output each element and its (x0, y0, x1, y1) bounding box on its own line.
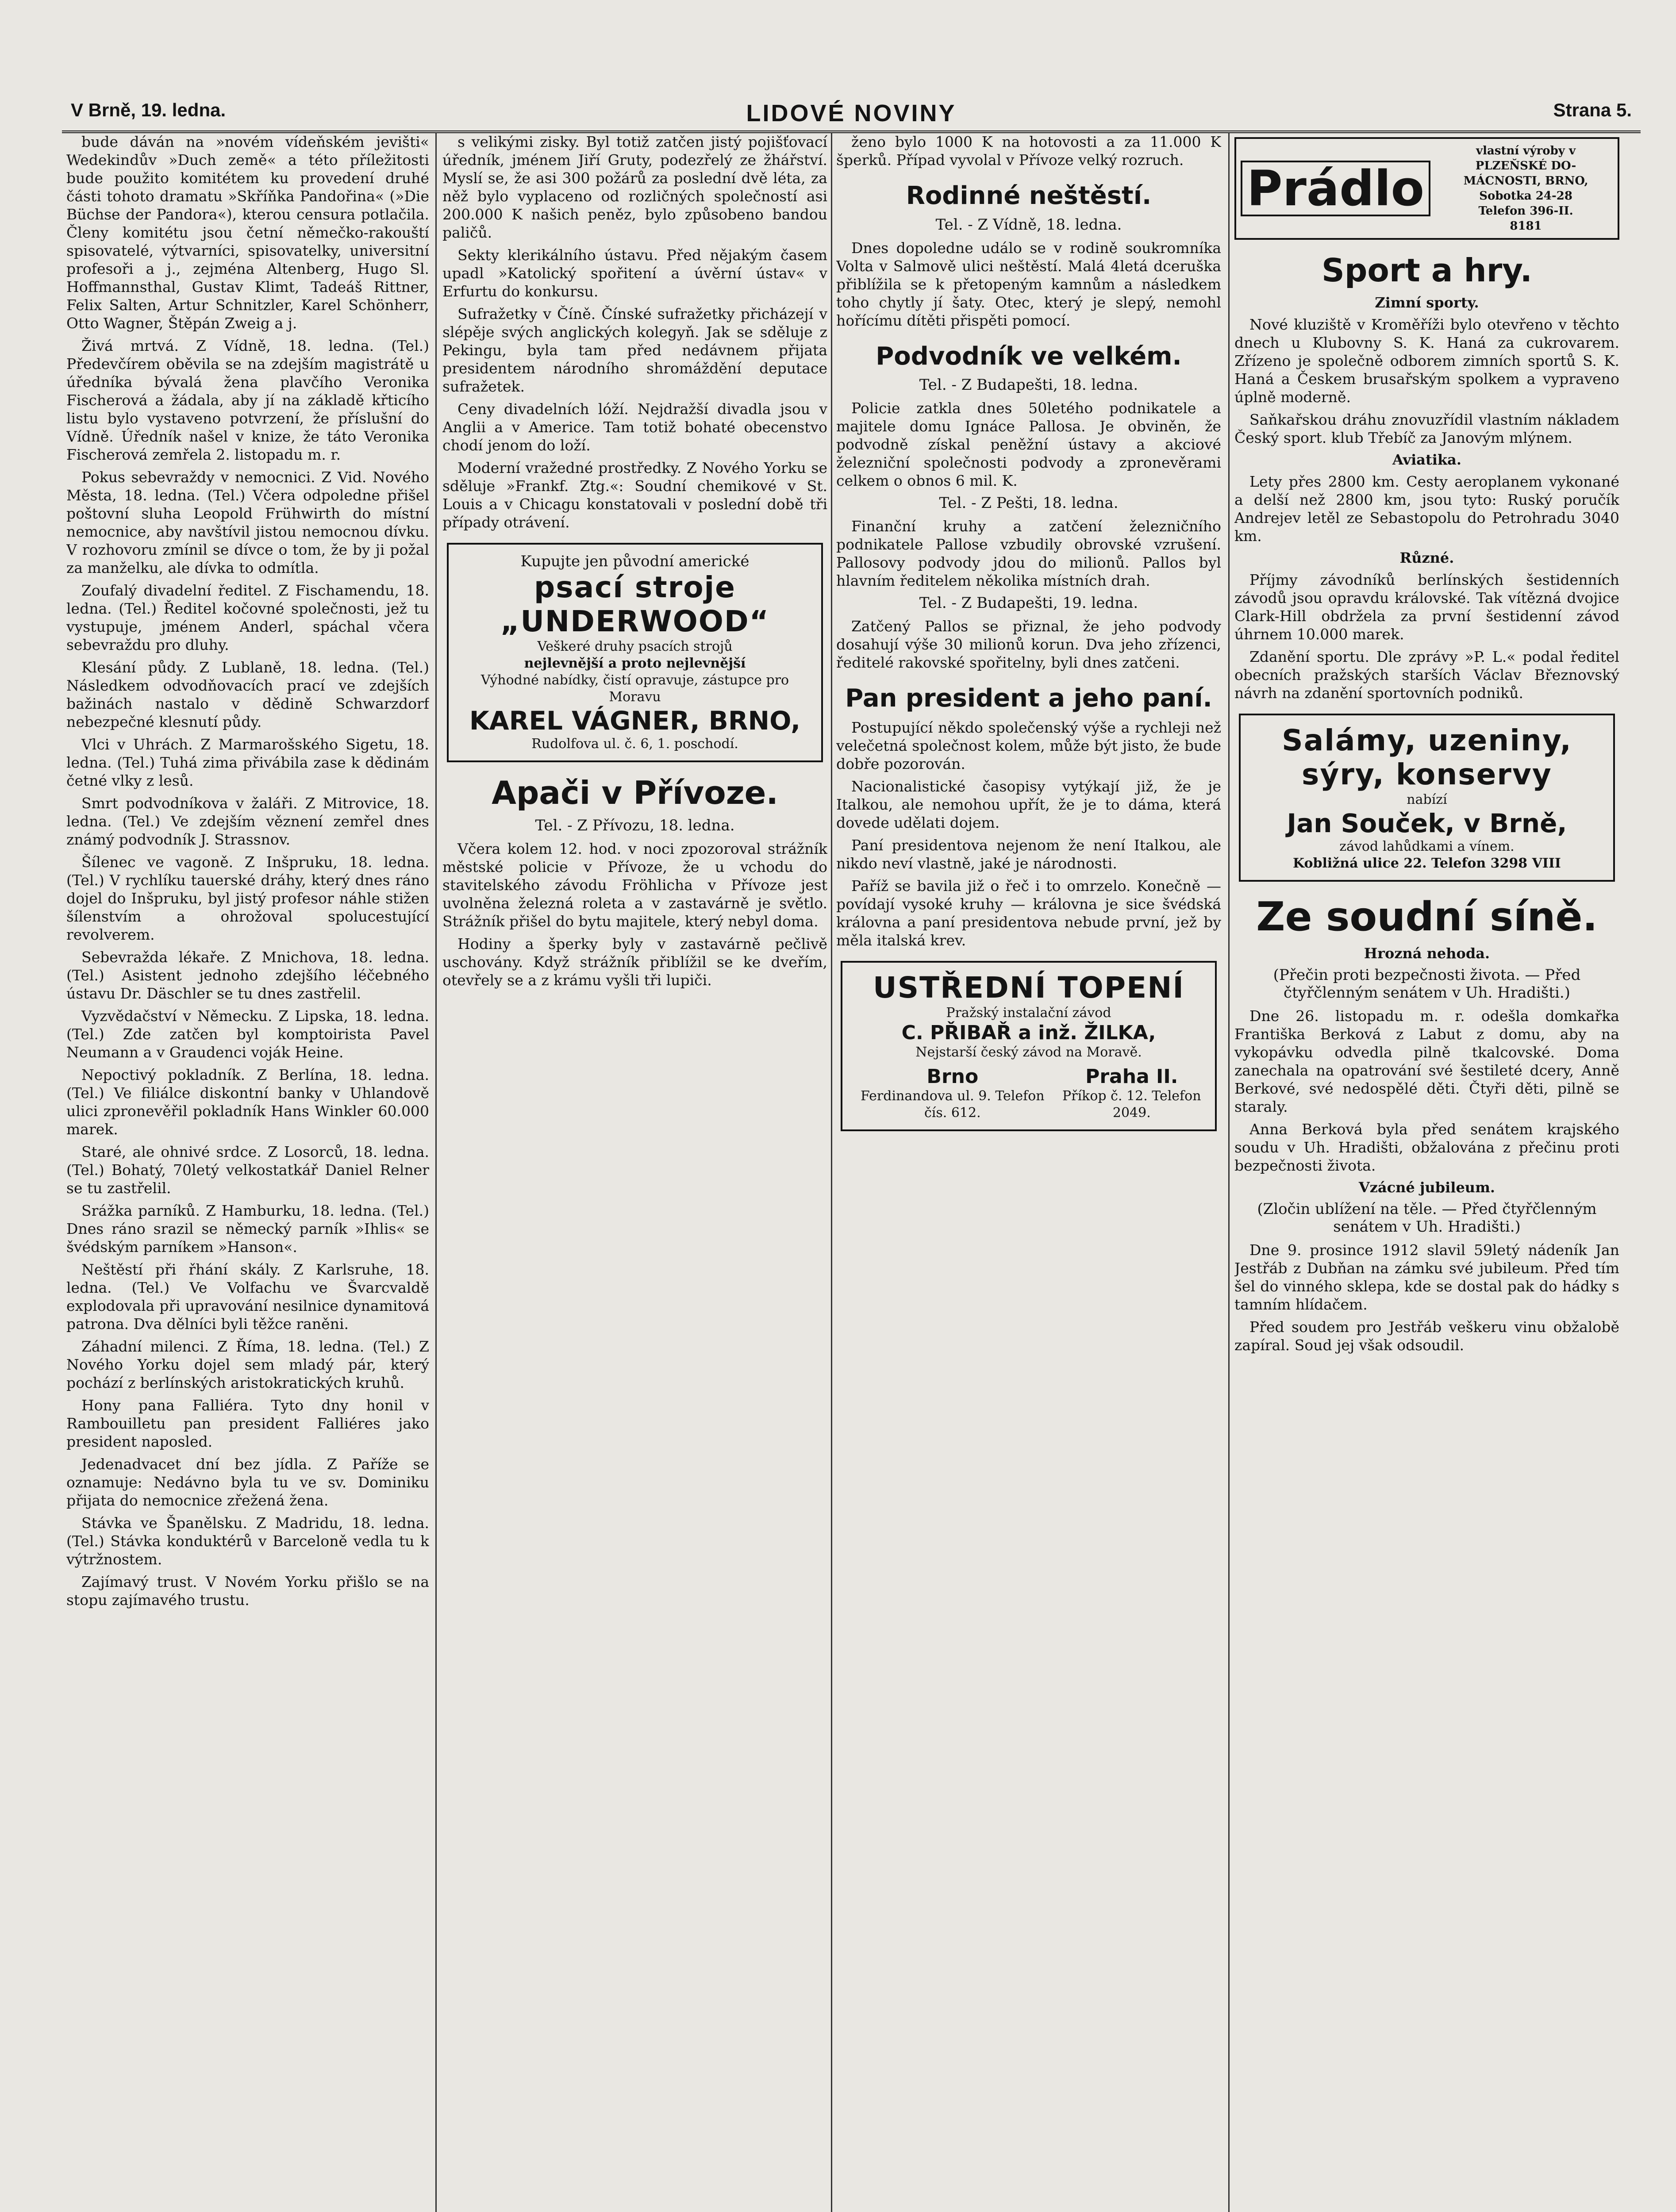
ad-headline: sýry, konservy (1302, 757, 1552, 792)
article-dateline: Tel. - Z Přívozu, 18. ledna. (535, 817, 735, 835)
masthead-title: LIDOVÉ NOVINY (746, 100, 957, 127)
column-4 (1234, 133, 1619, 2212)
subheading-note: (Přečin proti bezpečnosti života. — Před čtyřčlenným senátem v Uh. Hradišti.) (1273, 966, 1581, 1002)
paragraph: Neštěstí při řhání skály. Z Karlsruhe, 18. ledna. (Tel.) Ve Volfachu ve Švarcvaldě explodovala při upravování nesilnice dynamitová patrona. Dva dělníci byli těžce raněni. (66, 1261, 429, 1333)
pradlo-advertisement (1234, 137, 1619, 240)
paragraph: Nacionalistické časopisy vytýkají již, že je Italkou, ale nemohou upřít, že je to dáma, která dovede udělati dojem. (836, 777, 1221, 831)
paragraph: Hony pana Falliéra. Tyto dny honil v Rambouilletu pan president Falliéres jako president naposled. (66, 1397, 429, 1450)
ad-address: Kobližná ulice 22. Telefon 3298 VIII (1293, 856, 1561, 872)
ad-line: Veškeré druhy psacích strojů (537, 639, 733, 654)
ad-line: Telefon 396-II. (1478, 204, 1573, 218)
paragraph: Ceny divadelních lóží. Nejdražší divadla jsou v Anglii a v Americe. Tam totiž bohaté obecenstvo chodí jenom do loží. (442, 400, 827, 454)
ad-line: Výhodné nabídky, čistí opravuje, zástupce pro Moravu (481, 672, 789, 705)
ad-city: Praha II. (1085, 1065, 1178, 1088)
paragraph: Anna Berková byla před senátem krajského soudu v Uh. Hradišti, obžalována z přečinu proti bezpečnosti života. (1234, 1121, 1619, 1175)
ad-headline: psací stroje „UNDERWOOD“ (500, 570, 770, 638)
subheading-note: (Zločin ublížení na těle. — Před čtyřčlenným senátem v Uh. Hradišti.) (1257, 1200, 1597, 1236)
paragraph: Moderní vražedné prostředky. Z Nového Yorku se sděluje »Frankf. Ztg.«: Soudní chemikové v St. Louis a v Chicagu konstatovali v poslední době tři případy otrávení. (442, 459, 827, 531)
ad-line: 8181 (1510, 219, 1542, 233)
paragraph: Finanční kruhy a zatčení železničního podnikatele Pallose vzbudily obrovské vzrušení. Pallosovy podvody jdou do milionů. Pallos byl hlavním ředitelem několika místních drah. (836, 518, 1221, 590)
ad-line: Nejstarší český závod na Moravě. (915, 1044, 1142, 1060)
ad-line: Pražský instalační závod (946, 1005, 1111, 1021)
masthead (62, 100, 1641, 133)
paragraph: Vlci v Uhrách. Z Marmarošského Sigetu, 18. ledna. (Tel.) Tuhá zima přivábila zase k dědinám četné vlky z lesů. (66, 736, 429, 789)
ad-headline: Salámy, uzeniny, (1282, 723, 1572, 758)
paragraph: bude dáván na »novém vídeňském jevišti« Wedekindův »Duch země« a této příležitosti bude použito komitétem ku provedení druhé části tohoto dramatu »Skříňka Pandořina« (»Die Büchse der Pandora«), kterou censura potlačila. Členy komitétu jsou četní němečko-rakouští spisovatelé, výtvarníci, spisovatelky, universitní profesoři a j., zejména Altenberg, Hugo Sl. Hoffmannsthal, Gustav Klimt, Tadeáš Rittner, Felix Salten, Artur Schnitzler, Karel Schönherr, Otto Wagner, Štěpán Zweig a j. (66, 133, 429, 332)
paragraph: Vyzvědačství v Německu. Z Lipska, 18. ledna. (Tel.) Zde zatčen byl komptoirista Pavel Neumann a v Graudenci voják Heine. (66, 1007, 429, 1061)
paragraph: Saňkařskou dráhu znovuzřídil vlastním nákladem Český sport. klub Třebíč za Janovým mlýnem. (1234, 411, 1619, 447)
heating-advertisement (841, 961, 1217, 1131)
paragraph: Pokus sebevraždy v nemocnici. Z Vid. Nového Města, 18. ledna. (Tel.) Včera odpoledne přišel poštovní sluha Leopold Frühwirth do místní nemocnice, aby navštívil jistou nemocnou dívku. V rozhovoru zmínil se dívce o tom, že by ji požal za manželku, ale dívka to odmítla. (66, 469, 429, 576)
paragraph: Paní presidentova nejenom že není Italkou, ale nikdo neví vlastně, jaké je národnosti. (836, 836, 1221, 872)
ad-line: nejlevnější a proto nejlevnější (524, 656, 746, 671)
article-headline: Pan president a jeho paní. (845, 684, 1212, 713)
section-headline: Sport a hry. (1322, 252, 1532, 289)
masthead-date: V Brně, 19. ledna. (71, 100, 226, 120)
section-headline: Ze soudní síně. (1256, 894, 1598, 941)
column-rule (1228, 133, 1230, 2212)
paragraph: Zatčený Pallos se přiznal, že jeho podvody dosahují výše 30 milionů korun. Dva jeho zřízenci, ředitelé rakovské spořitelny, byli dnes zatčeni. (836, 618, 1221, 672)
delicatessen-advertisement (1239, 714, 1615, 882)
subheading: Zimní sporty. (1375, 294, 1479, 311)
article-dateline: Tel. - Z Budapešti, 18. ledna. (919, 376, 1138, 394)
ad-line: vlastní výroby v PLZEŇSKÉ DO- (1475, 144, 1576, 173)
article-headline: Apači v Přívoze. (492, 774, 778, 811)
ad-line: MÁCNOSTI, BRNO, Sobotka 24-28 (1463, 174, 1588, 203)
ad-brand: Jan Souček, v Brně, (1287, 808, 1567, 839)
column-rule (831, 133, 832, 2212)
article-headline: Podvodník ve velkém. (876, 342, 1182, 371)
ad-headline: Prádlo (1241, 161, 1430, 216)
article-dateline: Tel. - Z Vídně, 18. ledna. (935, 215, 1122, 234)
ad-address: Příkop č. 12. Telefon 2049. (1062, 1088, 1201, 1121)
paragraph: s velikými zisky. Byl totiž zatčen jistý pojišťovací úředník, jménem Jiří Gruty, podezřelý ze žhářství. Myslí se, že asi 300 požárů za poslední dvě léta, za něž bylo vyplaceno od rozličných společností asi 200.000 K našich peněz, bylo způsobeno bandou paličů. (442, 133, 827, 241)
paragraph: Dne 9. prosince 1912 slavil 59letý nádeník Jan Jestřáb z Dubňan na zámku své jubileum. Před tím šel do vinného sklepa, kde se dostal pak do hádky s tamním hlídačem. (1234, 1241, 1619, 1313)
paragraph: Staré, ale ohnivé srdce. Z Losorců, 18. ledna. (Tel.) Bohatý, 70letý velkostatkář Daniel Relner se tu zastřelil. (66, 1143, 429, 1197)
paragraph: Záhadní milenci. Z Říma, 18. ledna. (Tel.) Z Nového Yorku dojel sem mladý pár, který pochází z berlínských aristokratických kruhů. (66, 1338, 429, 1391)
paragraph: Zajímavý trust. V Novém Yorku přišlo se na stopu zajímavého trustu. (66, 1573, 429, 1609)
subheading: Různé. (1399, 549, 1454, 567)
paragraph: Před soudem pro Jestřáb veškeru vinu obžalobě zapíral. Soud jej však odsoudil. (1234, 1318, 1619, 1354)
paragraph: Klesání půdy. Z Lublaně, 18. ledna. (Tel.) Následkem odvodňovacích prací ve zdejších bažinách nastalo v dědině Schwarzdorf nebezpečné klesnutí půdy. (66, 659, 429, 730)
ad-brand: KAREL VÁGNER, BRNO, (469, 706, 801, 736)
paragraph: Včera kolem 12. hod. v noci zpozoroval strážník městské policie v Přívoze, že u vchodu do stavitelského závodu Fröhlicha v Přívoze jest uvolněna železná roleta a v zastavárně je světlo. Strážník přišel do bytu majitele, který nebyl doma. (442, 840, 827, 930)
article-dateline: Tel. - Z Pešti, 18. ledna. (939, 494, 1119, 512)
paragraph: Dne 26. listopadu m. r. odešla domkařka Františka Berková z Labut z domu, aby na vykopávku odvedla pilně tkalcovské. Doma zanechala na opatrování své šestileté dcery, Anně Berkové, své nedospělé děti. Čtyři děti, pilně se staraly. (1234, 1007, 1619, 1116)
paragraph: Sufražetky v Číně. Čínské sufražetky přicházejí v slépěje svých anglických kolegyň. Jak se sděluje z Pekingu, byla tam před nedávnem přijata presidentem národního shromáždění deputace sufražetek. (442, 305, 827, 395)
paragraph: Jedenadvacet dní bez jídla. Z Paříže se oznamuje: Nedávno byla tu ve sv. Dominiku přijata do nemocnice zřežená žena. (66, 1455, 429, 1509)
paragraph: Srážka parníků. Z Hamburku, 18. ledna. (Tel.) Dnes ráno srazil se německý parník »Ihlis« se švédským parníkem »Hanson«. (66, 1202, 429, 1256)
article-dateline: Tel. - Z Budapešti, 19. ledna. (919, 594, 1138, 612)
underwood-advertisement (447, 543, 823, 762)
ad-line: nabízí (1407, 792, 1447, 808)
paragraph: Zdanění sportu. Dle zprávy »P. L.« podal ředitel obecních pražských starších Václav Březnovský návrh na zdanění sportovních podniků. (1234, 648, 1619, 702)
paragraph: Nepoctivý pokladník. Z Berlína, 18. ledna. (Tel.) Ve filiálce diskontní banky v Uhlandově ulici zpronevěřil pokladník Hans Winkler 60.000 marek. (66, 1066, 429, 1138)
column-2 (442, 133, 827, 2212)
paragraph: Šílenec ve vagoně. Z Inšpruku, 18. ledna. (Tel.) V rychlíku tauerské dráhy, který dnes ráno dojel do Inšpruku, byl jistý profesor náhle stižen šílenstvím a ohrožoval spolucestující revolverem. (66, 853, 429, 943)
paragraph: Paříž se bavila již o řeč i to omrzelo. Konečně — povídají vysoké kruhy — královna je sice švédská královna a paní presidentova nebude první, jež by měla italská krev. (836, 877, 1221, 949)
paragraph: Sekty klerikálního ústavu. Před nějakým časem upadl »Katolický spořitení a úvěrní ústav« v Erfurtu do konkursu. (442, 246, 827, 300)
paragraph: Živá mrtvá. Z Vídně, 18. ledna. (Tel.) Předevčírem oběvila se na zdejším magistrátě u úředníka bývalá žena plavčího Veronika Fischerová a žádala, aby jí na základě křticího listu bylo vystaveno potvrzení, že příslušní do Vídně. Úředník našel v knize, že táto Veronika Fischerová zemřela 2. listopadu m. r. (66, 337, 429, 463)
subheading: Vzácné jubileum. (1358, 1179, 1495, 1196)
ad-headline: USTŘEDNÍ TOPENÍ (873, 970, 1184, 1005)
masthead-page-number: Strana 5. (1553, 100, 1632, 120)
paragraph: Stávka ve Španělsku. Z Madridu, 18. ledna. (Tel.) Stávka konduktérů v Barceloně vedla tu k výtržnostem. (66, 1514, 429, 1568)
paragraph: Hodiny a šperky byly v zastavárně pečlivě uschovány. Když strážník přiblížil se ke dveřím, otevřely se a z krámu vyšli tři lupiči. (442, 935, 827, 989)
ad-city: Brno (926, 1065, 979, 1088)
paragraph: Příjmy závodníků berlínských šestidenních závodů jsou opravdu královské. Tak vítězná dvojice Clark-Hill obdržela za první šestidenní závod úhrnem 10.000 marek. (1234, 571, 1619, 643)
ad-line: Kupujte jen původní americké (520, 553, 750, 570)
paragraph: Sebevražda lékaře. Z Mnichova, 18. ledna. (Tel.) Asistent jednoho zdejšího léčebného ústavu Dr. Däschler se tu dnes zastřelil. (66, 949, 429, 1002)
paragraph: Nové kluziště v Kroměříži bylo otevřeno v těchto dnech u Klubovny S. K. Haná za cukrovarem. Zřízeno je společně odborem zimních sportů S. K. Haná a Českem brusařským spolkem a vypraveno úplně moderně. (1234, 316, 1619, 406)
paragraph: Zoufalý divadelní ředitel. Z Fischamendu, 18. ledna. (Tel.) Ředitel kočovné společnosti, jež tu vystupuje, jménem Anderl, spáchal včera sebevraždu pro dluhy. (66, 582, 429, 653)
paragraph: Smrt podvodníkova v žaláři. Z Mitrovice, 18. ledna. (Tel.) Ve zdejším věznení zemřel dnes známý podvodník J. Strassnov. (66, 795, 429, 848)
ad-brand: C. PŘIBAŘ a inž. ŽILKA, (901, 1021, 1156, 1044)
paragraph: Policie zatkla dnes 50letého podnikatele a majitele domu Ignáce Pallosa. Je obviněn, že podvodně získal peněžní ústavy a akciové železniční společnosti podvody a zpronevěrami celkem o obnos 6 mil. K. (836, 399, 1221, 490)
ad-address: Rudolfova ul. č. 6, 1. poschodí. (531, 736, 738, 752)
ad-line: závod lahůdkami a vínem. (1339, 839, 1515, 855)
paragraph: Postupující někdo společenský výše a rychleji než velečetná společnost kolem, může být jisto, že bude dobře pozorován. (836, 718, 1221, 772)
column-3 (836, 133, 1221, 2212)
ad-address: Ferdinandova ul. 9. Telefon čís. 612. (860, 1088, 1045, 1121)
paragraph: Dnes dopoledne událo se v rodině soukromníka Volta v Salmově ulici neštěstí. Malá 4letá dceruška přiblížila se k přetopeným kamnům a následkem toho chytly jí šaty. Otec, který je slepý, nemohl hořícímu dítěti přispěti pomocí. (836, 239, 1221, 329)
column-1 (66, 133, 429, 2212)
paragraph: Lety přes 2800 km. Cesty aeroplanem vykonané a delší než 2800 km, jsou tyto: Ruský poručík Andrejev letěl ze Sebastopolu do Petrohradu 3040 km. (1234, 473, 1619, 545)
article-headline: Rodinné neštěstí. (906, 181, 1152, 210)
column-rule (435, 133, 437, 2212)
subheading: Aviatika. (1392, 451, 1461, 469)
subheading: Hrozná nehoda. (1364, 945, 1490, 962)
paragraph: ženo bylo 1000 K na hotovosti a za 11.000 K šperků. Případ vyvolal v Přívoze velký rozruch. (836, 133, 1221, 169)
